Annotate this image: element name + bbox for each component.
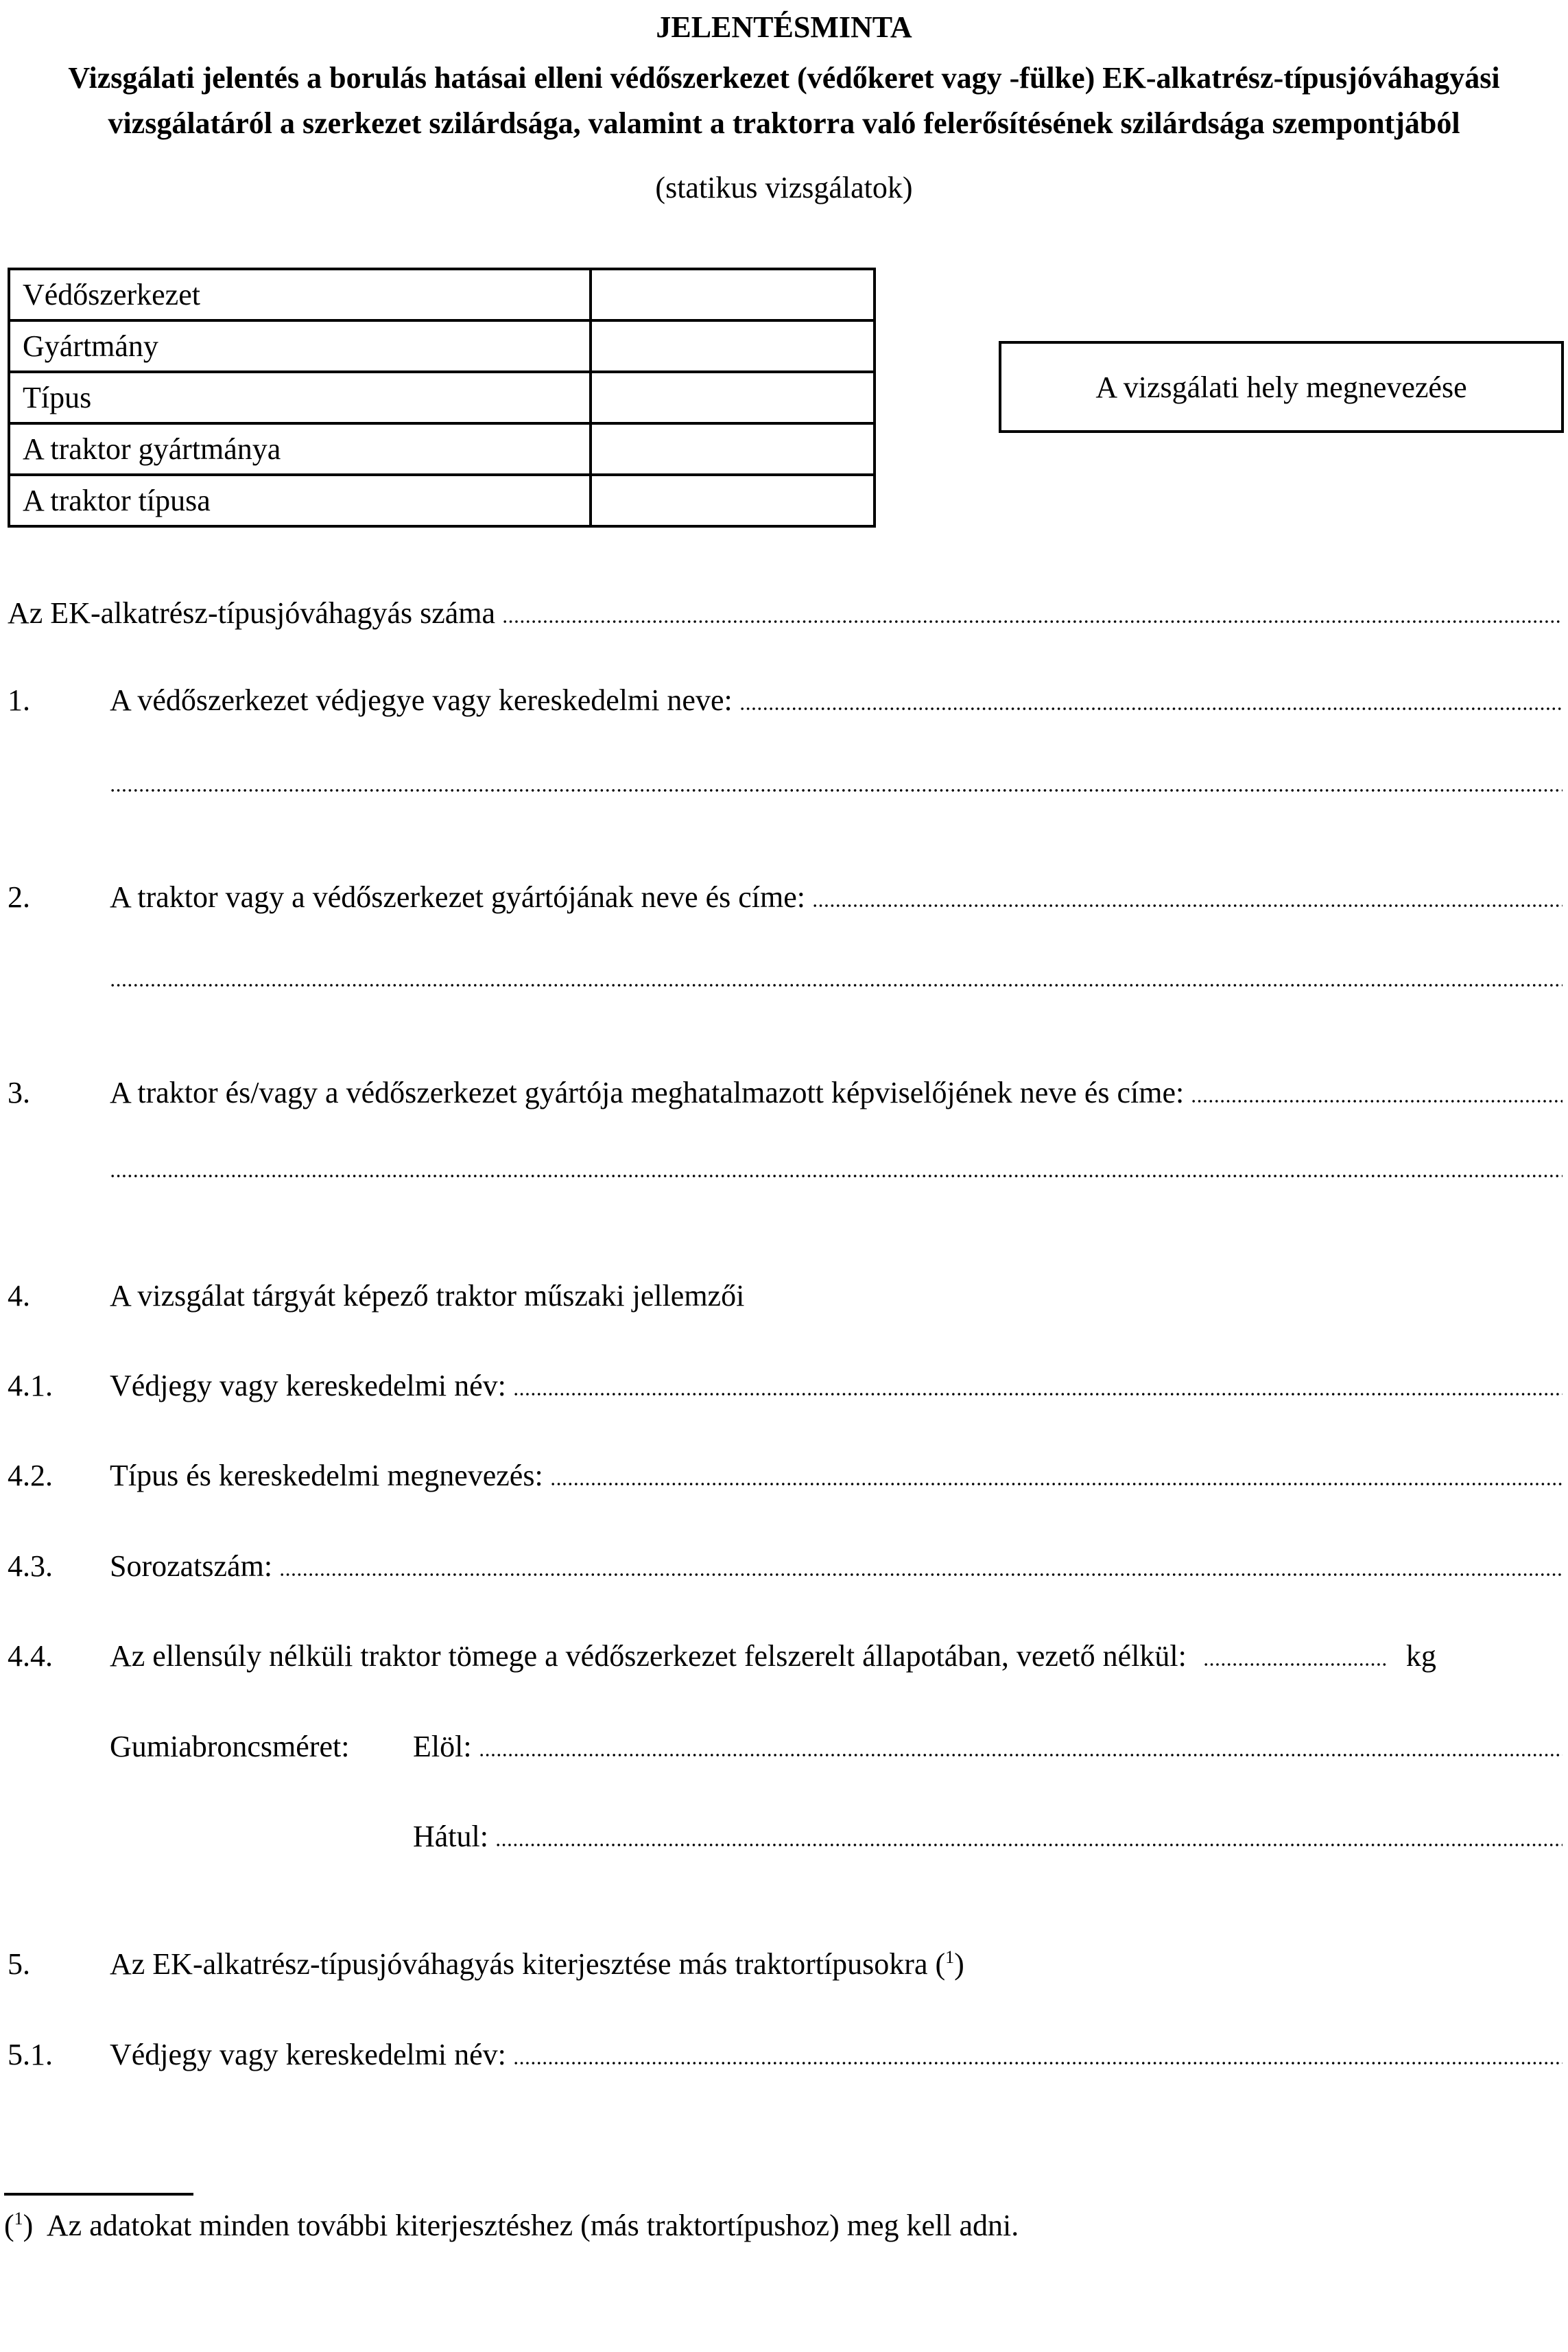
trade-name-field[interactable] (739, 707, 1563, 710)
item-number: 3. (8, 1076, 30, 1109)
manufacturer-name-field[interactable] (812, 904, 1563, 907)
item-5-row (8, 1947, 1563, 1981)
item-3-label: A traktor és/vagy a védőszerkezet gyártója meghatalmazott képviselőjének neve és címe: (110, 1076, 1185, 1109)
item-4-4-label: Az ellensúly nélküli traktor tömege a védőszerkezet felszerelt állapotában, vezető nélkül: (110, 1639, 1187, 1673)
approval-number-row (8, 596, 1563, 630)
item-number: 2. (8, 880, 30, 914)
table-label-tractor-type: A traktor típusa (9, 475, 591, 526)
document-subtitle-line2: vizsgálatáról a szerkezet szilárdsága, valamint a traktorra való felerősítésének szilárdsága szempontjából (108, 106, 1460, 140)
item-number: 4.2. (8, 1459, 53, 1492)
item-4-1-label: Védjegy vagy kereskedelmi név: (110, 1369, 506, 1402)
tyre-front-field[interactable] (479, 1754, 1563, 1756)
protective-structure-table (8, 268, 876, 528)
table-row (9, 475, 875, 526)
item-number: 1. (8, 683, 30, 717)
protective-structure-field[interactable] (591, 269, 875, 320)
item-number: 4.3. (8, 1549, 53, 1583)
item-2-continuation-row (110, 959, 1563, 993)
tyre-rear-label: Hátul: (413, 1820, 488, 1853)
item-4-heading: A vizsgálat tárgyát képező traktor műszaki jellemzői (110, 1279, 745, 1313)
footnote-divider (4, 2193, 193, 2196)
item-number: 5. (8, 1947, 30, 1981)
item-number: 5.1. (8, 2038, 53, 2071)
item-5-label: Az EK-alkatrész-típusjóváhagyás kiterjesztése más traktortípusokra (110, 1947, 928, 1981)
trade-name-continuation-field[interactable] (110, 789, 1563, 792)
item-4-1-row (8, 1368, 1563, 1402)
item-1-continuation-row (110, 764, 1563, 799)
mass-unit: kg (1405, 1639, 1436, 1673)
document-subtitle-line1: Vizsgálati jelentés a borulás hatásai elleni védőszerkezet (védőkeret vagy -fülke) EK-alkatrész-típusjóváhagyási (68, 61, 1500, 95)
item-2-row (8, 880, 1563, 914)
type-field[interactable] (591, 372, 875, 423)
representative-name-field[interactable] (1191, 1100, 1563, 1103)
item-4-4-row (8, 1638, 1563, 1673)
tractor-mass-field[interactable] (1203, 1663, 1388, 1666)
item-5-1-row (8, 2037, 1563, 2071)
approval-number-label: Az EK-alkatrész-típusjóváhagyás száma (8, 596, 496, 630)
tyre-rear-row (413, 1819, 1563, 1853)
tyre-size-label: Gumiabroncsméret: (110, 1730, 350, 1763)
footnote: ($^1$) Az adatokat minden további kiterjesztéshez (más traktortípushoz) meg kell adni. (4, 2209, 1019, 2242)
item-5-heading: Az EK-alkatrész-típusjóváhagyás kiterjesztése más traktortípusokra ($^1$) (110, 1947, 964, 1981)
table-row (9, 372, 875, 423)
serial-number-field[interactable] (279, 1573, 1563, 1576)
item-4-row (8, 1278, 1563, 1313)
test-site-box[interactable] (999, 341, 1564, 433)
table-row (9, 269, 875, 320)
table-label-tractor-make: A traktor gyártmánya (9, 423, 591, 475)
item-2-label: A traktor vagy a védőszerkezet gyártójának neve és címe: (110, 880, 805, 914)
item-4-3-label: Sorozatszám: (110, 1549, 273, 1583)
footnote-text: Az adatokat minden további kiterjesztéshez (más traktortípushoz) meg kell adni. (46, 2209, 1019, 2242)
table-label-protective-structure: Védőszerkezet (9, 269, 591, 320)
table-label-make: Gyártmány (9, 320, 591, 372)
item-3-row (8, 1075, 1563, 1109)
approval-number-field[interactable] (502, 620, 1563, 623)
item-number: 4. (8, 1279, 30, 1313)
representative-address-field[interactable] (110, 1175, 1563, 1177)
tractor-make-field[interactable] (591, 423, 875, 475)
manufacturer-address-field[interactable] (110, 984, 1563, 987)
item-3-continuation-row (110, 1150, 1563, 1184)
tractor-type-designation-field[interactable] (550, 1483, 1563, 1485)
tyre-rear-field[interactable] (495, 1844, 1563, 1846)
document-title: JELENTÉSMINTA (656, 10, 912, 44)
footnote-ref[interactable]: 1 (945, 1947, 955, 1967)
test-site-label: A vizsgálati hely megnevezése (1095, 370, 1467, 404)
item-4-2-row (8, 1458, 1563, 1492)
table-row (9, 320, 875, 372)
test-type-note: (statikus vizsgálatok) (655, 171, 913, 204)
item-number: 4.4. (8, 1639, 53, 1673)
tyre-front-row (110, 1729, 1563, 1763)
make-field[interactable] (591, 320, 875, 372)
item-4-2-label: Típus és kereskedelmi megnevezés: (110, 1459, 543, 1492)
table-label-type: Típus (9, 372, 591, 423)
item-1-label: A védőszerkezet védjegye vagy kereskedelmi neve: (110, 683, 733, 717)
tyre-front-label: Elöl: (413, 1730, 472, 1763)
item-4-3-row (8, 1549, 1563, 1583)
table-row (9, 423, 875, 475)
item-number: 4.1. (8, 1369, 53, 1402)
tractor-type-field[interactable] (591, 475, 875, 526)
tractor-trade-name-field[interactable] (513, 1393, 1563, 1396)
extension-trade-name-field[interactable] (513, 2062, 1563, 2065)
item-1-row (8, 683, 1563, 717)
item-5-1-label: Védjegy vagy kereskedelmi név: (110, 2038, 506, 2071)
footnote-marker: 1 (14, 2209, 23, 2228)
